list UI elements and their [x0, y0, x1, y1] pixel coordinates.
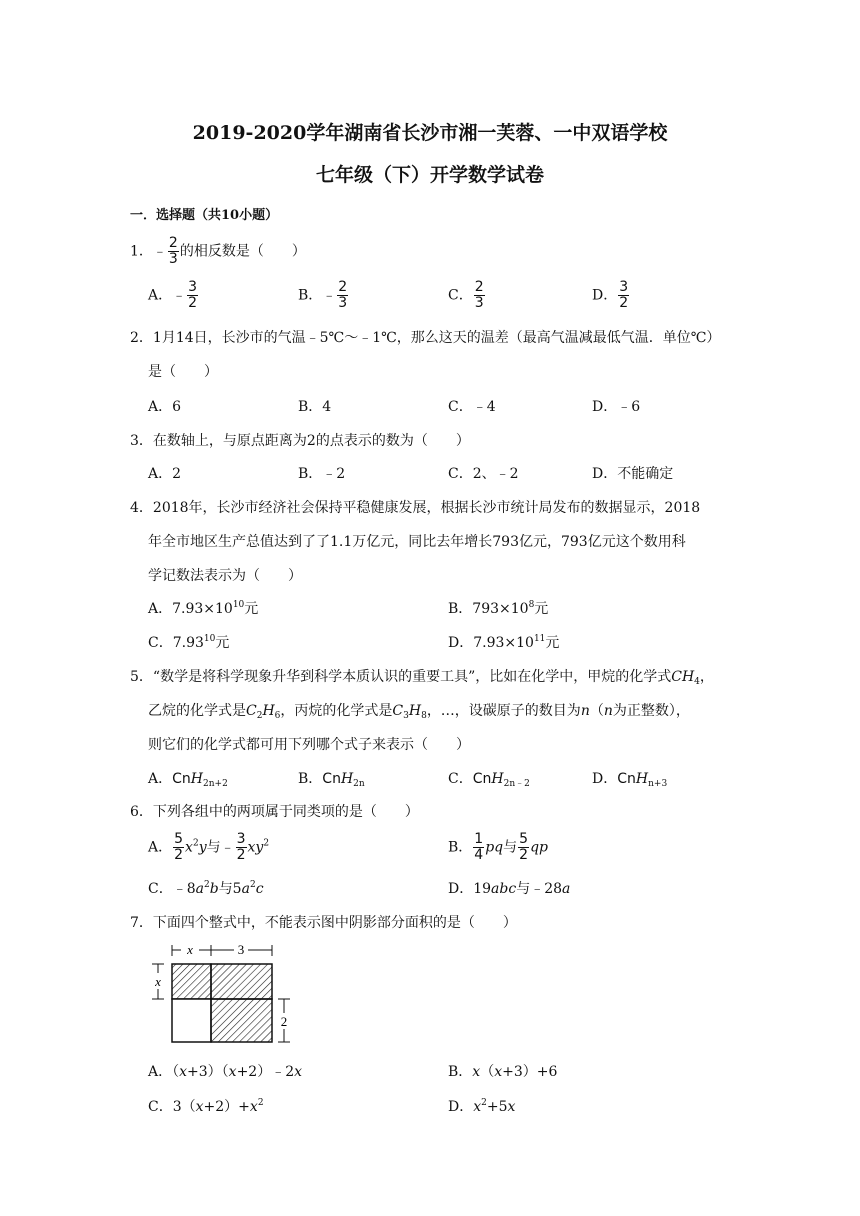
formula: Cn — [322, 771, 341, 787]
stem-text: ，丙烷的化学式是 — [280, 703, 393, 719]
connector: 与 — [503, 839, 518, 856]
numerator: 5 — [174, 831, 184, 847]
question-3: 3．在数轴上，与原点距离为2的点表示的数为（ ） — [130, 433, 470, 449]
exponent: 2 — [192, 838, 199, 849]
fraction — [518, 832, 529, 863]
variable: x — [472, 1064, 481, 1080]
option-text: +2）﹣2 — [236, 1064, 295, 1080]
question-4-line3: 学记数法表示为（ ） — [148, 568, 302, 584]
question-1 — [130, 236, 306, 267]
subscript: 8 — [421, 711, 427, 721]
numerator: 3 — [619, 279, 629, 295]
denominator: 3 — [168, 251, 178, 267]
unit: 元 — [215, 635, 230, 651]
fraction — [236, 832, 247, 863]
minus-sign: ﹣ — [172, 287, 187, 304]
q4-option-a — [148, 598, 258, 618]
numerator: 1 — [474, 831, 484, 847]
q3-option-a: A．2 — [148, 466, 182, 482]
variable: abc — [491, 881, 517, 897]
option-text: +3）（ — [187, 1064, 229, 1080]
q7-option-b — [448, 1061, 557, 1081]
formula: H — [635, 771, 649, 787]
formula: H — [491, 771, 504, 787]
fraction — [474, 280, 485, 311]
label-2: 2 — [280, 1014, 288, 1029]
shaded-area-figure — [148, 942, 298, 1047]
label-x-left: x — [155, 974, 161, 989]
option-text: +2）+ — [203, 1099, 250, 1115]
option-label: C． — [448, 771, 473, 787]
subscript: 4 — [694, 677, 700, 687]
option-text: （ — [480, 1064, 495, 1080]
punct: （ — [589, 703, 604, 719]
label-3: 3 — [237, 942, 245, 957]
exponent: 2 — [263, 838, 270, 849]
formula: H — [408, 703, 422, 719]
unit: 元 — [534, 601, 549, 617]
exponent: 8 — [528, 600, 535, 610]
question-5-line3: 则它们的化学式都可用下列哪个式子来表示（ ） — [148, 737, 470, 753]
connector: 与﹣28 — [516, 881, 563, 897]
exponent: 2 — [249, 880, 256, 890]
variable: qp — [530, 839, 549, 856]
fraction — [618, 280, 629, 311]
q6-option-a — [148, 832, 269, 863]
question-7: 7．下面四个整式中，不能表示图中阴影部分面积的是（ ） — [130, 915, 517, 931]
option-label: C．﹣8 — [148, 881, 196, 897]
formula: Cn — [617, 771, 636, 787]
option-text: D． — [448, 1099, 474, 1115]
shaded-rect-top-right — [211, 964, 272, 999]
stem-text: 乙烷的化学式是 — [148, 703, 246, 719]
variable: x — [507, 1099, 516, 1115]
option-text: B．793×10 — [448, 601, 529, 617]
variable: x — [179, 1064, 188, 1080]
question-4-line2: 年全市地区生产总值达到了了1.1万亿元，同比去年增长793亿元，793亿元这个数用科 — [148, 534, 686, 550]
denominator: 2 — [188, 295, 198, 311]
option-text: A．（ — [148, 1064, 180, 1080]
section-heading: 一．选择题（共10小题） — [130, 208, 279, 223]
stem-text: 5．“数学是将科学现象升华到科学本质认识的重要工具”，比如在化学中，甲烷的化学式 — [130, 669, 672, 685]
formula: CH — [671, 669, 695, 685]
subscript: 2n﹣2 — [503, 779, 530, 789]
q1-option-b — [298, 280, 349, 311]
variable: pq — [485, 839, 504, 856]
option-label: B． — [298, 771, 323, 787]
question-stem: 的相反数是（ ） — [179, 243, 306, 260]
q2-option-d: D．﹣6 — [592, 399, 641, 415]
option-label: A． — [148, 771, 173, 787]
variable: xy — [247, 839, 264, 856]
formula: H — [262, 703, 275, 719]
option-label: A． — [148, 287, 173, 304]
q7-option-d — [448, 1096, 515, 1116]
variable: a — [195, 881, 204, 897]
question-number: 1． — [130, 243, 153, 260]
variable: x — [195, 1099, 204, 1115]
subscript: 2 — [256, 711, 263, 721]
numerator: 2 — [338, 279, 348, 295]
fraction — [168, 236, 179, 267]
q7-option-a — [148, 1061, 302, 1081]
minus-sign: ﹣ — [322, 287, 337, 304]
q4-option-b — [448, 598, 548, 618]
numerator: 5 — [519, 831, 529, 847]
q4-option-d — [448, 632, 559, 652]
option-text: A．7.93×10 — [148, 601, 233, 617]
option-text: +5 — [486, 1099, 508, 1115]
q5-option-d — [592, 768, 667, 789]
exam-title-line2: 七年级（下）开学数学试卷 — [315, 164, 544, 186]
denominator: 2 — [519, 847, 529, 863]
option-label: D． — [592, 771, 618, 787]
option-text: C．7.93 — [148, 635, 204, 651]
q1-option-a — [148, 280, 199, 311]
unshaded-rect — [172, 999, 211, 1042]
q2-option-b: B．4 — [298, 399, 332, 415]
variable: a — [562, 881, 571, 897]
option-text: D．7.93×10 — [448, 635, 534, 651]
formula: Cn — [172, 771, 191, 787]
option-label: A． — [148, 839, 173, 856]
formula: Cn — [472, 771, 492, 787]
exponent: 2 — [203, 880, 210, 890]
q4-option-c — [148, 632, 229, 652]
connector: 与﹣ — [206, 839, 235, 856]
question-5-line1 — [130, 666, 714, 687]
q3-option-c: C．2、﹣2 — [448, 466, 519, 482]
stem-text: 为正整数）， — [612, 703, 690, 719]
connector: 与5 — [218, 881, 242, 897]
question-4-line1: 4．2018年，长沙市经济社会保持平稳健康发展，根据长沙市统计局发布的数据显示，2018 — [130, 500, 701, 516]
numerator: 3 — [188, 279, 198, 295]
question-6: 6．下列各组中的两项属于同类项的是（ ） — [130, 804, 419, 820]
variable: x — [185, 839, 193, 856]
shaded-rect-bottom-right — [211, 999, 272, 1042]
variable: x — [473, 1099, 482, 1115]
q6-option-b — [448, 832, 548, 863]
denominator: 3 — [338, 295, 348, 311]
denominator: 2 — [174, 847, 184, 863]
q1-option-d — [592, 280, 630, 311]
exponent: 2 — [481, 1098, 487, 1108]
variable: a — [241, 881, 250, 897]
formula: C — [246, 703, 257, 719]
exponent: 2 — [257, 1098, 264, 1108]
denominator: 3 — [474, 295, 484, 311]
subscript: n+3 — [648, 779, 668, 789]
denominator: 4 — [474, 847, 484, 863]
label-x-top: x — [187, 942, 193, 957]
variable: x — [294, 1064, 303, 1080]
q2-option-c: C．﹣4 — [448, 399, 496, 415]
variable: n — [603, 703, 613, 719]
q5-option-b — [298, 768, 365, 789]
formula: H — [340, 771, 354, 787]
q1-option-c — [448, 280, 486, 311]
subscript: 2n+2 — [203, 779, 228, 789]
exponent: 11 — [533, 634, 546, 644]
q3-option-b: B．﹣2 — [298, 466, 346, 482]
variable: x — [249, 1099, 258, 1115]
exponent: 10 — [232, 600, 245, 610]
shaded-square-x — [172, 964, 211, 999]
option-text: B． — [448, 1064, 473, 1080]
option-label: B． — [448, 839, 473, 856]
q6-option-d — [448, 878, 570, 898]
variable: x — [494, 1064, 503, 1080]
question-2-line1: 2．1月14日，长沙市的气温﹣5℃～﹣1℃，那么这天的温差（最高气温减最低气温．单位℃） — [130, 330, 721, 346]
variable: n — [580, 703, 590, 719]
option-label: B． — [298, 287, 323, 304]
subscript: 2n — [353, 779, 365, 789]
fraction — [473, 832, 484, 863]
q2-option-a: A．6 — [148, 399, 182, 415]
numerator: 2 — [168, 235, 178, 251]
q7-option-c — [148, 1096, 264, 1116]
question-5-line2 — [148, 700, 690, 721]
variable: y — [198, 839, 207, 856]
numerator: 2 — [474, 279, 484, 295]
variable: x — [228, 1064, 237, 1080]
option-label: D． — [592, 287, 618, 304]
minus-sign: ﹣ — [152, 243, 167, 260]
variable: b — [209, 881, 219, 897]
variable: c — [255, 881, 264, 897]
question-2-line2: 是（ ） — [148, 364, 218, 380]
q5-option-a — [148, 768, 228, 789]
stem-text: ，…，设碳原子的数目为 — [426, 703, 581, 719]
denominator: 2 — [236, 847, 246, 863]
exam-title-line1: 2019-2020学年湖南省长沙市湘一芙蓉、一中双语学校 — [192, 122, 668, 144]
fraction — [187, 280, 198, 311]
option-text: +3）+6 — [502, 1064, 558, 1080]
fraction — [173, 832, 184, 863]
denominator: 2 — [619, 295, 629, 311]
q5-option-c — [448, 768, 530, 789]
subscript: 3 — [403, 711, 409, 721]
option-label: D．19 — [448, 881, 492, 897]
numerator: 3 — [236, 831, 246, 847]
formula: H — [190, 771, 203, 787]
option-text: C．3（ — [148, 1099, 196, 1115]
q6-option-c — [148, 878, 264, 898]
fraction — [337, 280, 348, 311]
punct: ， — [699, 669, 714, 685]
unit: 元 — [244, 601, 259, 617]
exponent: 10 — [203, 634, 216, 644]
formula: C — [392, 703, 404, 719]
q3-option-d: D．不能确定 — [592, 466, 674, 482]
subscript: 6 — [274, 711, 281, 721]
unit: 元 — [545, 635, 560, 651]
option-label: C． — [448, 287, 473, 304]
